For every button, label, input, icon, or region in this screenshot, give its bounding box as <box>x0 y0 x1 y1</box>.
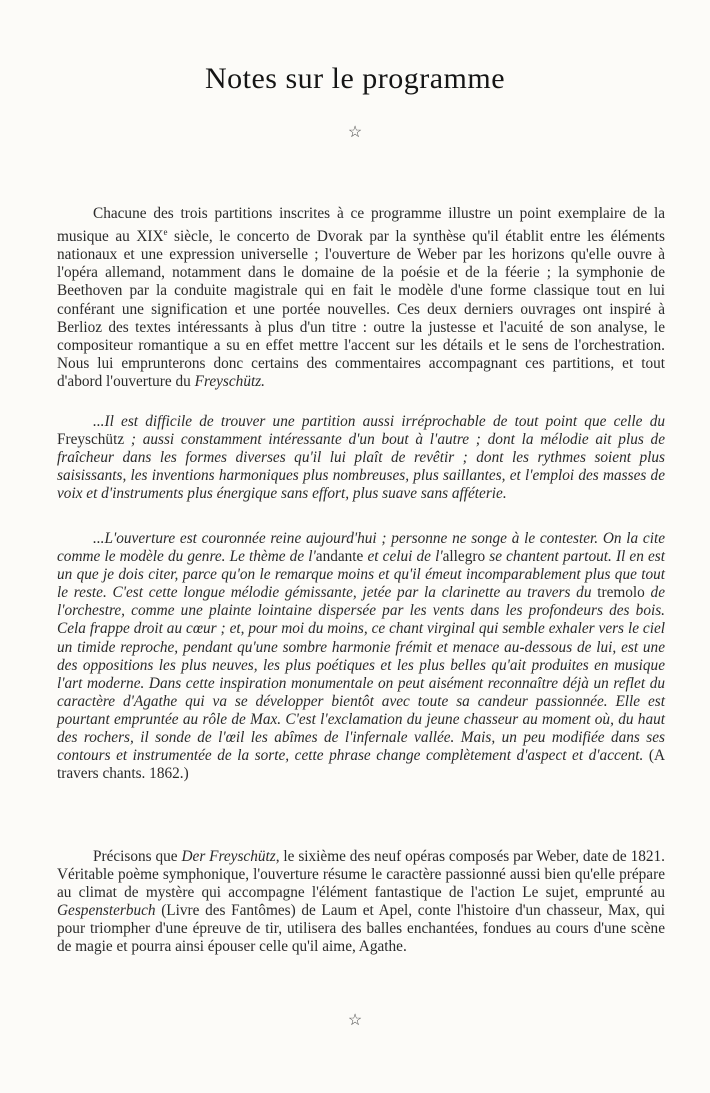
star-ornament-icon: ☆ <box>347 1012 363 1029</box>
berlioz-quote-1: ...Il est difficile de trouver une partition aussi irréprochable de tout point que celle du Freyschütz ; aussi constamment intéressante d'un bout à l'autre ; dont la mélodie ait plus de fraîcheur dans les formes diverses qu'il lui plaît de revêtir ; dont les rythmes soient plus saisissants, les inventions harmoniques plus nombreuses, plus saillantes, et l'emploi des masses de voix et d'instruments plus énergique sans effort, plus suave sans afféterie. <box>57 413 665 503</box>
berlioz-quote-2: ...L'ouverture est couronnée reine aujourd'hui ; personne ne songe à le contester. On la cite comme le modèle du genre. Le thème de l'andante et celui de l'allegro se chantent partout. Il en est un que je dois citer, parce qu'on le remarque moins et qu'il émeut incomparablement plus que tout le reste. C'est cette longue mélodie gémissante, jetée par la clarinette au travers du tremolo de l'orchestre, comme une plainte lointaine dispersée par les vents dans les profondeurs des bois. Cela frappe droit au cœur ; et, pour moi du moins, ce chant virginal qui semble exhaler vers le ciel un timide reproche, pendant qu'une sombre harmonie frémit et menace au-dessous de lui, est une des oppositions les plus neuves, les plus poétiques et les plus belles qu'ait produites en musique l'art moderne. Dans cette inspiration monumentale on peut aisément reconnaître déjà un reflet du caractère d'Agathe qui va se développer bientôt avec toute sa candeur passionnée. Elle est pourtant empruntée au rôle de Max. C'est l'exclamation du jeune chasseur au moment où, du haut des rochers, il sonde de l'œil les abîmes de l'infernale vallée. Mais, un peu modifiée dans ses contours et instrumentée de la sorte, cette phrase change complètement d'aspect et d'accent. (A travers chants. 1862.) <box>57 530 665 783</box>
closing-paragraph: Précisons que Der Freyschütz, le sixième des neuf opéras composés par Weber, date de 1821. Véritable poème symphonique, l'ouverture résume le caractère passionné aussi bien qu'elle prépare au climat de mystère qui accompagne l'élément fantastique de l'action Le sujet, emprunté au Gespensterbuch (Livre des Fantômes) de Laum et Apel, conte l'histoire d'un chasseur, Max, qui pour triompher d'une épreuve de tir, utilisera des balles enchantées, fondues au cours d'une scène de magie et pourra ainsi épouser celle qu'il aime, Agathe. <box>57 848 665 956</box>
page-title: Notes sur le programme <box>204 62 506 95</box>
star-ornament-icon: ☆ <box>347 124 363 141</box>
intro-paragraph: Chacune des trois partitions inscrites à ce programme illustre un point exemplaire de la musique au XIXe siècle, le concerto de Dvorak par la synthèse qu'il établit entre les éléments nationaux et une expression universelle ; l'ouverture de Weber par les horizons qu'elle ouvre à l'opéra allemand, notamment dans le domaine de la poésie et de la féerie ; la symphonie de Beethoven par la conduite magistrale qui en fait le modèle d'une forme classique tout en lui conférant une signification et une portée nouvelles. Ces deux derniers ouvrages ont inspiré à Berlioz des textes intéressants à plus d'un titre : outre la justesse et l'acuité de son analyse, le compositeur romantique a su en effet mettre l'accent sur les détails et le sens de l'orchestration. Nous lui emprunterons donc certains des commentaires accompagnant ces partitions, et tout d'abord l'ouverture du Freyschütz. <box>57 205 665 390</box>
